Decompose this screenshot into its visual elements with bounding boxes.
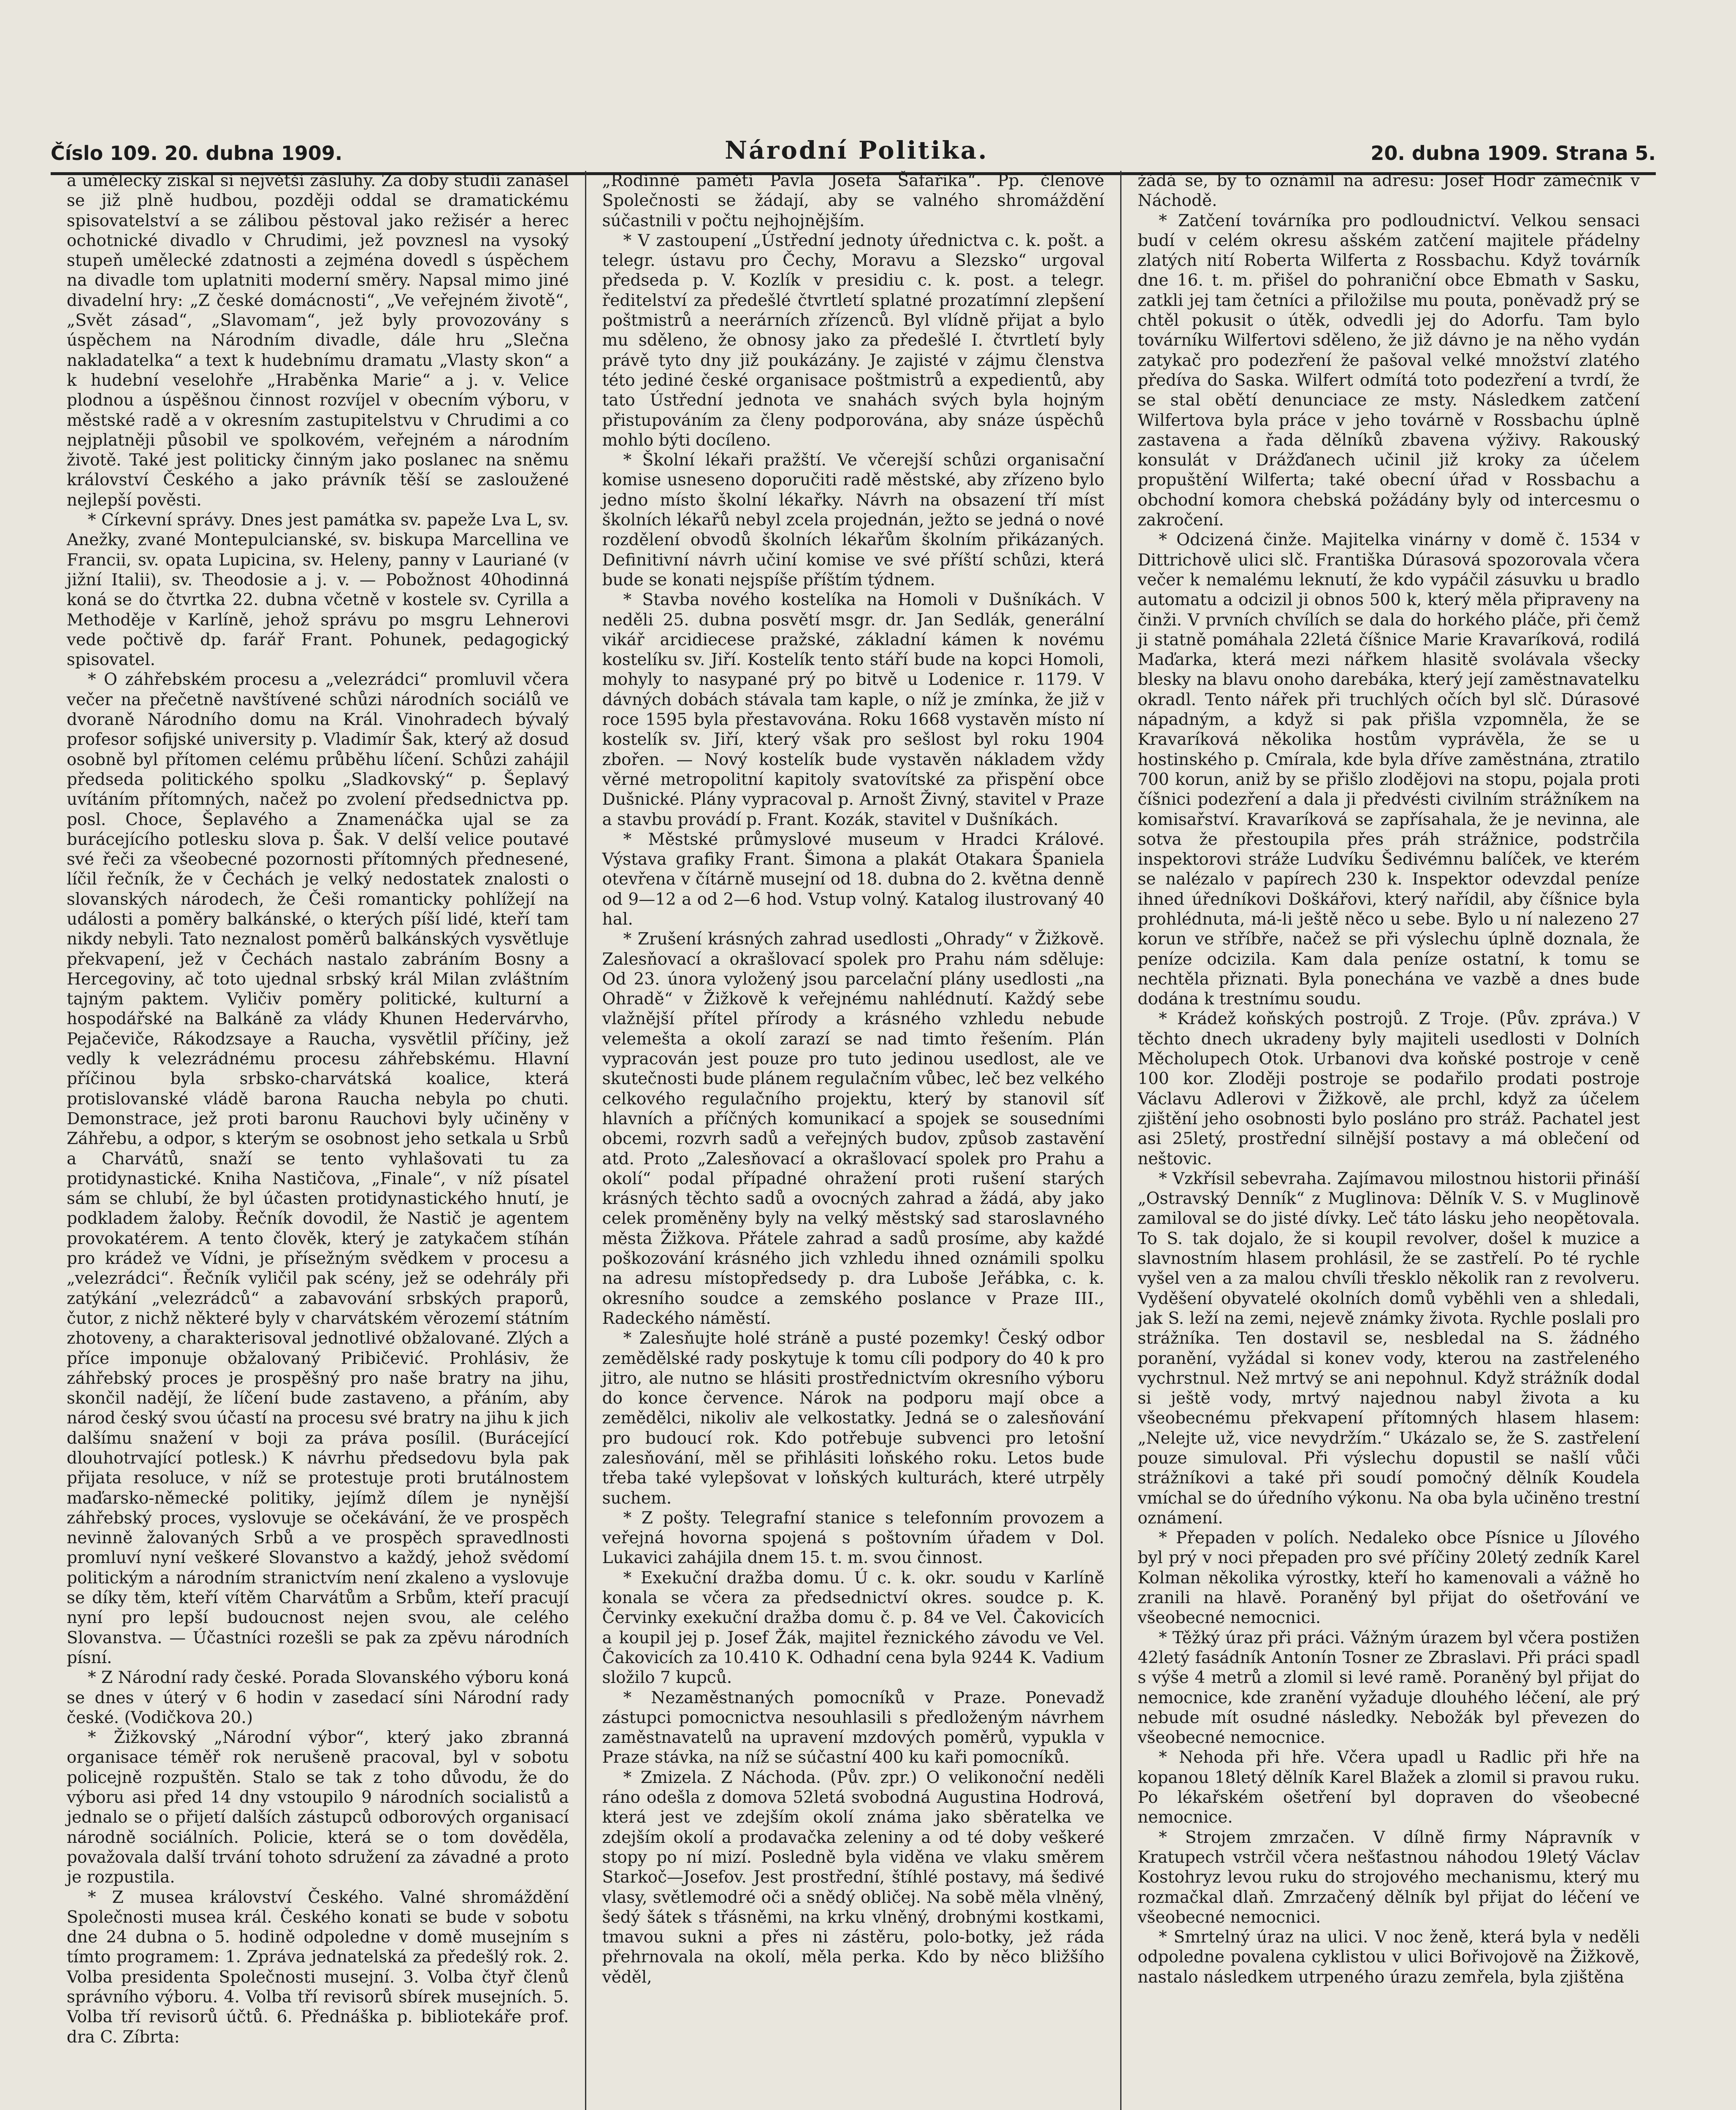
article-paragraph: „Rodinné paměti Pavla Josefa Šafaříka“. Pp. členové Společnosti se žádají, aby se valného shromáždění súčastnili v počtu nejhojnějším. <box>602 171 1105 230</box>
article-paragraph: * Stavba nového kostelíka na Homoli v Dušníkách. V neděli 25. dubna posvětí msgr. dr. Jan Sedlák, generální vikář arcidiecese pražské, základní kámen k novému kostelíku sv. Jiří. Kostelík tento stáří bude na kopci Homoli, mohyly to nasypané prý po bitvě u Lodenice r. 1179. V dávných dobách stávala tam kaple, o níž je zmínka, že již v roce 1595 byla přestavována. Roku 1668 vystavěn místo ní kostelík sv. Jiří, který však pro sešlost byl roku 1904 zbořen. — Nový kostelík bude vystavěn nákladem vždy věrné metropolitní kapitoly svatovítské za přispění obce Dušnické. Plány vypracoval p. Arnošt Živný, stavitel v Praze a stavbu provádí p. Frant. Kozák, stavitel v Dušníkách. <box>602 590 1105 829</box>
article-paragraph: * Zalesňujte holé stráně a pusté pozemky! Český odbor zemědělské rady poskytuje k tomu cíli podpory do 40 k pro jitro, ale nutno se hlásiti prostřednictvím okresního výboru do konce července. Nárok na podporu mají obce a zemědělci, nikoliv ale velkostatky. Jedná se o zalesňování pro budoucí rok. Kdo potřebuje subvenci pro letošní zalesňování, měl se přihlásiti loňského roku. Letos bude třeba také vylepšovat v loňských kulturách, které utrpěly suchem. <box>602 1329 1105 1508</box>
column-1 <box>51 171 585 2110</box>
article-paragraph: * Zatčení továrníka pro podloudnictví. Velkou sensaci budí v celém okresu ašském zatčení majitele přádelny zlatých nití Roberta Wilferta z Rossbachu. Když továrník dne 16. t. m. přišel do pohraniční obce Ebmath v Sasku, zatkli jej tam četníci a přiložilse mu pouta, poněvadž prý se chtěl pokusit o útěk, odvedli jej do Adorfu. Tam bylo továrníku Wilfertovi sděleno, že již dávno je na něho vydán zatykač pro podezření že pašoval velké množství zlatého předíva do Saska. Wilfert odmítá toto podezření a tvrdí, že se stal obětí denunciace ze msty. Následkem zatčení Wilfertova byla práce v jeho továrně v Rossbachu úplně zastavena a řada dělníků zbavena výživy. Rakouský konsulát v Drážďanech učinil již kroky za účelem propuštění Wilferta; také obecní úřad v Rossbachu a obchodní komora chebská požádány byly od intercesmu o zakročení. <box>1137 211 1640 530</box>
column-3 <box>1120 171 1656 2110</box>
article-paragraph: * Těžký úraz při práci. Vážným úrazem byl včera postižen 42letý fasádník Antonín Tosner ze Zbraslavi. Při práci spadl s výše 4 metrů a zlomil si levé ramě. Poraněný byl přijat do nemocnice, kde zranění vyžaduje dlouhého léčení, ale prý nebude mít osudné následky. Nebožák byl převezen do všeobecné nemocnice. <box>1137 1628 1640 1748</box>
article-paragraph: * Z pošty. Telegrafní stanice s telefonním provozem a veřejná hovorna spojená s poštovním úřadem v Dol. Lukavici zahájila dnem 15. t. m. svou činnost. <box>602 1508 1105 1568</box>
article-paragraph: * Z Národní rady české. Porada Slovanského výboru koná se dnes v úterý v 6 hodin v zasedací síni Národní rady české. (Vodičkova 20.) <box>67 1668 569 1727</box>
article-paragraph: * Městské průmyslové museum v Hradci Králové. Výstava grafiky Frant. Šimona a plakát Otakara Španiela otevřena v čítárně musejní od 18. dubna do 2. května denně od 9—12 a od 2—6 hod. Vstup volný. Katalog ilustrovaný 40 hal. <box>602 830 1105 929</box>
article-paragraph: * Přepaden v polích. Nedaleko obce Písnice u Jílového byl prý v noci přepaden pro své příčiny 20letý zedník Karel Kolman několika výrostky, kteří ho kamenovali a vážně ho zranili na hlavě. Poraněný byl přijat do ošetřování ve všeobecné nemocnici. <box>1137 1528 1640 1628</box>
article-paragraph: * Smrtelný úraz na ulici. V noc ženě, která byla v neděli odpoledne povalena cyklistou v ulici Bořivojově na Žižkově, nastalo následkem utrpeného úrazu zemřela, byla zjištěna <box>1137 1928 1640 1987</box>
page-header <box>51 131 1656 175</box>
article-columns <box>51 171 1656 2110</box>
article-paragraph: * O záhřebském procesu a „velezrádci“ promluvil včera večer na přečetně navštívené schůzi národních sociálů ve dvoraně Národního domu na Král. Vinohradech bývalý profesor sofijské university p. Vladimír Šak, který až dosud osobně byl přítomen celému průběhu líčení. Schůzi zahájil předseda politického spolku „Sladkovský“ p. Šeplavý uvítáním přítomných, načež po zvolení předsednictva pp. posl. Choce, Šeplavého a Znamenáčka ujal se za burácejícího potlesku slova p. Šak. V delší velice poutavé své řeči za všeobecné pozornosti přítomných přednesené, líčil řečník, že v Čechách je velký nedostatek znalosti o slovanských národech, že Češi romanticky pohlížejí na události a poměry balkánské, o kterých píší lidé, kteří tam nikdy nebyli. Tato neznalost poměrů balkánských vysvětluje překvapení, jež v Čechách nastalo zabráním Bosny a Hercegoviny, ač toto ujednal srbský král Milan zvláštním tajným paktem. Vyličiv poměry politické, kulturní a hospodářské na Balkáně za vlády Khunen Hedervárvho, Pejačeviče, Rákodzsaye a Raucha, vysvětlil příčiny, jež vedly k velezrádnému procesu záhřebskému. Hlavní příčinou byla srbsko-charvátská koalice, která protislovanské vládě barona Raucha nebyla po chuti. Demonstrace, jež proti baronu Rauchovi byly učiněny v Záhřebu, a odpor, s kterým se osobnost jeho setkala u Srbů a Charvátů, snaží se tento vyhlašovati tu za protidynastické. Kniha Nastičova, „Finale“, v níž písatel sám se chlubí, že byl účasten protidynastického hnutí, je podkladem žaloby. Řečník dovodil, že Nastič je agentem provokatérem. A tento člověk, který je zatykačem stíhán pro krádež ve Vídni, je přísežným svědkem v procesu a „velezrádci“. Řečník vyličil pak scény, jež se odehrály při zatýkání „velezrádců“ a zabavování srbských praporů, čutor, z nichž některé byly v charvátském věrozemí státním zhotoveny, a charakterisoval jednotlivé obžalované. Zlých a příce imponuje obžalovaný Pribičević. Prohlásiv, že záhřebský proces je prospěšný pro naše bratry na jihu, skončil nadějí, že líčení bude zastaveno, a přáním, aby národ český svou účastí na procesu své bratry na jihu k jich dalšímu snažení v boji za práva posílil. (Burácející dlouhotrvající potlesk.) K návrhu předsedovu byla pak přijata resoluce, v níž se protestuje proti brutálnostem maďarsko-německé politiky, jejímž dílem je nynější záhřebský proces, vyslovuje se očekávání, že ve prospěch nevinně žalovaných Srbů a ve prospěch spravedlnosti promluví nyní veškeré Slovanstvo a každý, jehož svědomí politickým a národním stranictvím není zkaleno a vyslovuje se díky těm, kteří vítěm Charvátům a Srbům, kteří pracují nyní pro lepší budoucnost nejen svou, ale celého Slovanstva. — Účastníci rozešli se pak za zpěvu národních písní. <box>67 670 569 1667</box>
article-paragraph: * Nehoda při hře. Včera upadl u Radlic při hře na kopanou 18letý dělník Karel Blažek a zlomil si pravou ruku. Po lékařském ošetření byl dopraven do všeobecné nemocnice. <box>1137 1748 1640 1827</box>
article-paragraph: žádá se, by to oznámil na adresu: Josef Hodr zámečník v Náchodě. <box>1137 171 1640 211</box>
article-paragraph: * Odcizená činže. Majitelka vinárny v domě č. 1534 v Dittrichově ulici slč. Františka Dúrasová spozorovala včera večer k nemalému leknutí, že kdo vypáčil zásuvku u bradlo automatu a odcizil ji obnos 500 k, který měla připraveny na činži. V prvních chvílích se dala do horkého pláče, při čemž ji statně pomáhala 22letá číšnice Marie Kravaríková, rodilá Maďarka, která mezi nářkem hlasitě svolávala všecky blesky na blavu onoho darebáka, který její zaměstnavatelku okradl. Tento nářek při truchlých očích byl slč. Dúrasové nápadným, a když si pak přišla vzpomněla, že se Kravaríková několika hostům vyprávěla, že se u hostinského p. Cmírala, kde byla dříve zaměstnána, ztratilo 700 korun, aniž by se přišlo zlodějovi na stopu, pojala proti číšnici podezření a dala ji předvésti civilním strážníkem na komisařství. Kravaríková se zapřísahala, že je nevinna, ale sotva že přestoupila přes práh strážnice, podstrčila inspektorovi stráže Ludvíku Šedivémnu balíček, ve kterém se nalézalo v papírech 230 k. Inspektor odevzdal peníze ihned úředníkovi Doškářovi, který nařídil, aby číšnice byla prohlédnuta, má-li ještě něco u sebe. Bylo u ní nalezeno 27 korun ve stříbře, načež se při výslechu úplně doznala, že peníze odcizila. Kam dala peníze ostatní, k tomu se nechtěla přiznati. Byla ponechána ve vazbě a dnes bude dodána k trestnímu soudu. <box>1137 530 1640 1009</box>
article-paragraph: * Školní lékaři pražští. Ve včerejší schůzi organisační komise usneseno doporučiti radě městské, aby zřízeno bylo jedno místo školní lékařky. Návrh na obsazení tří míst školních lékařů nebyl zcela projednán, ježto se jedná o nové rozdělení obvodů školních lékařům školním přikázaných. Definitivní návrh učiní komise ve své příští schůzi, která bude se konati nejspíše příštím týdnem. <box>602 451 1105 590</box>
article-paragraph: * Žižkovský „Národní výbor“, který jako zbranná organisace téměř rok nerušeně pracoval, byl v sobotu policejně rozpuštěn. Stalo se tak z toho důvodu, že do výboru asi před 14 dny vstoupilo 9 národních socialistů a jednalo se o přijetí dalších zástupců odborových organisací národně sociálních. Policie, která se o tom dověděla, považovala další trvání tohoto sdružení za závadné a proto je rozpustila. <box>67 1728 569 1887</box>
article-paragraph: * Z musea království Českého. Valné shromáždění Společnosti musea král. Českého konati se bude v sobotu dne 24 dubna o 5. hodině odpoledne v domě musejním s tímto programem: 1. Zpráva jednatelská za předešlý rok. 2. Volba presidenta Společnosti musejní. 3. Volba čtyř členů správního výboru. 4. Volba tří revisorů sbírek musejních. 5. Volba tří revisorů účtů. 6. Přednáška p. bibliotekáře prof. dra C. Zíbrta: <box>67 1888 569 2047</box>
article-paragraph: * Zrušení krásných zahrad usedlosti „Ohrady“ v Žižkově. Zalesňovací a okrašlovací spolek pro Prahu nám sděluje: Od 23. února vyložený jsou parcelační plány usedlosti „na Ohradě“ v Žižkově k veřejnému nahlédnutí. Každý sebe vlažnější přítel přírody a krásného vzhledu nebude velemešta a okolí zarazí se nad timto řešením. Plán vypracován jest pouze pro tuto jedinou usedlost, ale ve skutečnosti bude plánem regulačním vůbec, leč bez velkého celkového regulačního projektu, který by stanovil síť hlavních a příčných komunikací a spojek se sousedními obcemi, rozvrh sadů a veřejných budov, způsob zastavění atd. Proto „Zalesňovací a okrašlovací spolek pro Prahu a okolí“ podal případné ohražení proti rušení starých krásných těchto sadů a ovocných zahrad a žádá, aby jako celek proměněny byly na velký městský sad staroslavného města Žižkova. Přátele zahrad a sadů prosíme, aby každé poškozování krásného jich vzhledu ihned oznámili spolku na adresu místopředsedy p. dra Luboše Jeřábka, c. k. okresního soudce a zemského poslance v Praze III., Radeckého náměstí. <box>602 930 1105 1328</box>
article-paragraph: * Zmizela. Z Náchoda. (Pův. zpr.) O velikonoční neděli ráno odešla z domova 52letá svobodná Augustina Hodrová, která jest ve zdejším okolí známa jako sběratelka ve zdejším okolí a prodavačka zeleniny a od té doby veškeré stopy po ní mizí. Posledně byla viděna ve vlaku směrem Starkoč—Josefov. Jest prostřední, štíhlé postavy, má šedivé vlasy, světlemodré oči a snědý obličej. Na sobě měla vlněný, šedý šátek s třásněmi, na krku vlněný, drobnými kostkami, tmavou sukni a přes ni zástěru, polo-botky, jež ráda přehrnovala na okolí, měla perka. Kdo by něco bližšího věděl, <box>602 1768 1105 1987</box>
article-paragraph: * V zastoupení „Ústřední jednoty úřednictva c. k. pošt. a telegr. ústavu pro Čechy, Moravu a Slezsko“ urgoval předseda p. V. Kozlík v presidiu c. k. post. a telegr. ředitelství za předešlé čtvrtletí splatné prozatímní zlepšení poštmistrů a neerárních zřízenců. Byl vlídně přijat a bylo mu sděleno, že obnosy jako za předešlé I. čtvrtletí byly právě tyto dny již poukázány. Je zajisté v zájmu členstva této jediné české organisace poštmistrů a expedientů, aby tato Ústřední jednota ve snahách svých byla hojným přistupováním za členy podporována, aby snáze úspěchů mohlo býti docíleno. <box>602 231 1105 450</box>
page-number: 20. dubna 1909. Strana 5. <box>1370 142 1656 165</box>
article-paragraph: * Krádež koňských postrojů. Z Troje. (Pův. zpráva.) V těchto dnech ukradeny byly majiteli usedlosti v Dolních Měcholupech Otok. Urbanovi dva koňské postroje v ceně 100 kor. Zloději postroje se podařilo prodati postroje Václavu Adlerovi v Žižkově, ale prchl, když za účelem zjištění jeho osobnosti bylo posláno pro stráž. Pachatel jest asi 25letý, prostřední silnější postavy a má oblečení od neštovic. <box>1137 1009 1640 1169</box>
article-paragraph: * Vzkřísil sebevraha. Zajímavou milostnou historii přináší „Ostravský Denník“ z Muglinova: Dělník V. S. v Muglinově zamiloval se do jisté dívky. Leč táto lásku jeho neopětovala. To S. tak dojalo, že si koupil revolver, došel k muzice a slavnostním hlasem prohlásil, že se zastřelí. Po té rychle vyšel ven a za malou chvíli třesklo několik ran z revolveru. Vyděšení obyvatelé okolních domů vyběhli ven a shledali, jak S. leží na zemi, nejevě známky života. Rychle poslali pro strážníka. Ten dostavil se, nesbledal na S. žádného poranění, vyžádal si konev vody, kterou na zastřeleného vychrstnul. Než mrtvý se ani nepohnul. Když strážník dodal si ještě vody, mrtvý najednou nabyl života a ku všeobecnému překvapení přítomných hlasem hlasem: „Nelejte už, vice nevydržím.“ Ukázalo se, že S. zastřelení pouze simuloval. Při výslechu dopustil se našlí vůči strážníkovi a také při soudí pomočný dělník Koudela vmíchal se do úředního výkonu. Na oba byla učiněno trestní oznámení. <box>1137 1169 1640 1528</box>
article-paragraph: a umělecký získal si největší zásluhy. Za doby studií zanášel se již plně hudbou, později oddal se dramatickému spisovatelství a se zálibou pěstoval jako režisér a herec ochotnické divadlo v Chrudimi, jež povznesl na vysoký stupeň umělecké zdatnosti a zejména dovedl s úspěchem na divadle tom uplatniti moderní směry. Napsal mimo jiné divadelní hry: „Z české domácnosti“, „Ve veřejném životě“, „Svět zásad“, „Slavomam“, jež byly provozovány s úspěchem na Národním divadle, dále hru „Slečna nakladatelka“ a text k hudebnímu dramatu „Vlasty skon“ a k hudební veselohře „Hraběnka Marie“ a j. v. Velice plodnou a úspěšnou činnost rozvíjel v obecním výboru, v městské radě a v okresním zastupitelstvu v Chrudimi a co nejplatněji působil ve spolkovém, veřejném a národním životě. Také jest politicky činným jako poslanec na sněmu království Českého a jako právník těší se zasloužené nejlepší pověsti. <box>67 171 569 510</box>
article-paragraph: * Církevní správy. Dnes jest památka sv. papeže Lva L, sv. Anežky, zvané Montepulcianské, sv. biskupa Marcellina ve Francii, sv. opata Lupicina, sv. Heleny, panny v Lauriané (v jižní Italii), sv. Theodosie a j. v. — Pobožnost 40hodinná koná se do čtvrtka 22. dubna včetně v kostele sv. Cyrilla a Methoděje v Karlíně, jehož správu po msgru Lehnerovi vede počtivě dp. farář Frant. Pohunek, pedagogický spisovatel. <box>67 511 569 670</box>
article-paragraph: * Exekuční dražba domu. Ú c. k. okr. soudu v Karlíně konala se včera za předsednictví okres. soudce p. K. Červinky exekuční dražba domu č. p. 84 ve Vel. Čakovicích a koupil jej p. Josef Žák, majitel řeznického závodu ve Vel. Čakovicích za 10.410 K. Odhadní cena byla 9244 K. Vadium složilo 7 kupců. <box>602 1568 1105 1688</box>
column-2 <box>585 171 1121 2110</box>
issue-number: Číslo 109. 20. dubna 1909. <box>51 142 343 165</box>
article-paragraph: * Nezaměstnaných pomocníků v Praze. Ponevadž zástupci pomocnictva nesouhlasili s předloženým návrhem zaměstnavatelů na upravení mzdových poměrů, vypukla v Praze stávka, na níž se súčastní 400 ku kaři pomocníků. <box>602 1688 1105 1767</box>
article-paragraph: * Strojem zmrzačen. V dílně firmy Nápravník v Kratupech vstrčil včera nešťastnou náhodou 19letý Václav Kostohryz levou ruku do strojového mechanismu, který mu rozmačkal dlaň. Zmrzačený dělník byl přijat do léčení ve všeobecné nemocnici. <box>1137 1828 1640 1927</box>
masthead-title: Národní Politika. <box>725 136 989 165</box>
